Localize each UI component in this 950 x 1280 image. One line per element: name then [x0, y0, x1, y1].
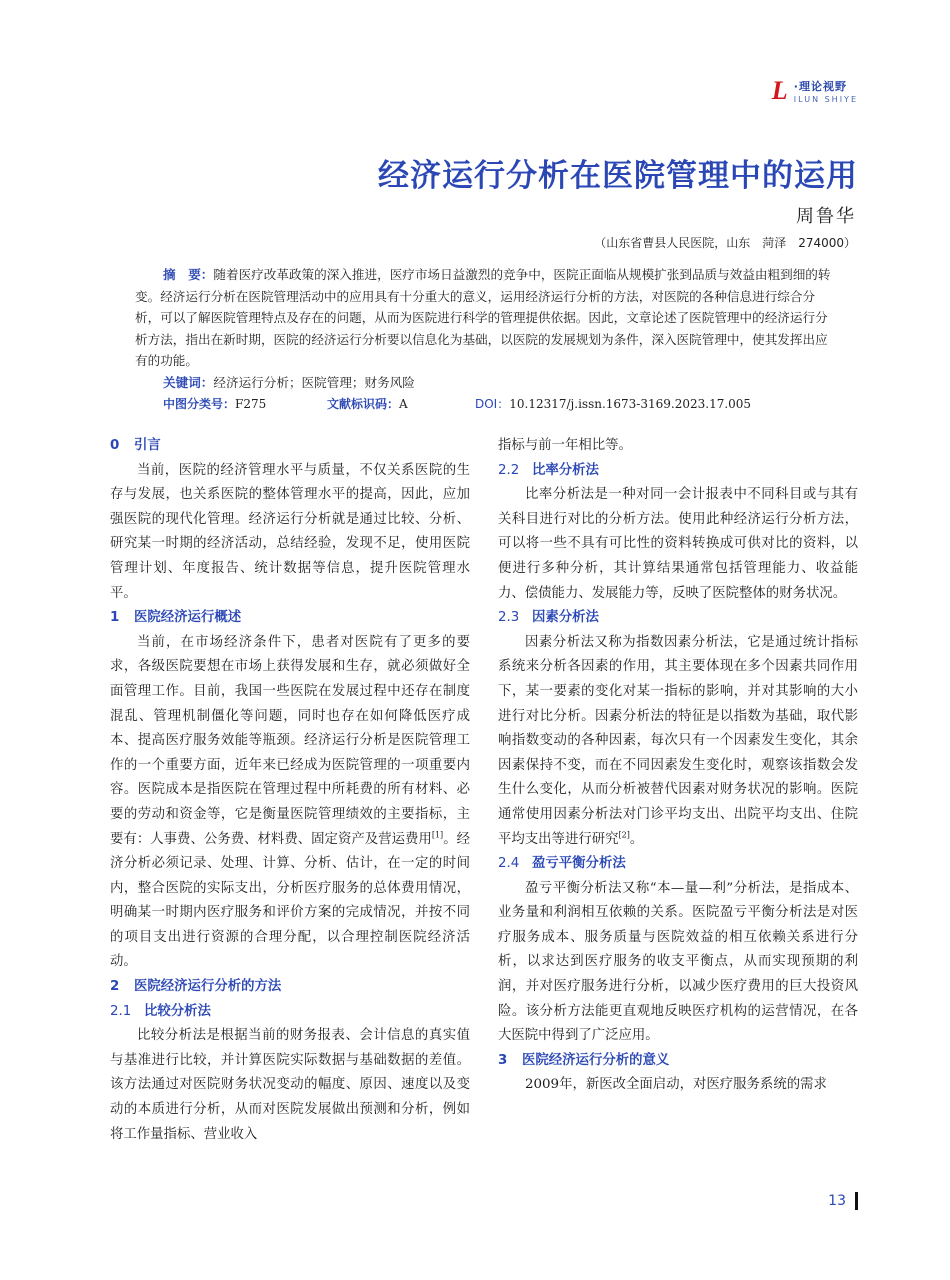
logo-mark-icon: L — [771, 76, 788, 105]
doc-code-value: A — [399, 397, 408, 411]
right-column — [498, 434, 858, 1098]
section-title: 医院经济运行概述 — [134, 610, 242, 626]
subsection-title: 因素分析法 — [532, 610, 599, 626]
section-title: 引言 — [134, 438, 161, 453]
section-number: 2 — [110, 979, 120, 995]
citation-ref: [1] — [431, 830, 444, 840]
section-heading — [110, 606, 470, 631]
paragraph — [110, 631, 470, 975]
clc-label: 中图分类号： — [163, 397, 236, 411]
subsection-heading — [110, 1000, 470, 1025]
subsection-heading — [498, 852, 858, 877]
doi-value: 10.12317/j.issn.1673-3169.2023.17.005 — [509, 397, 752, 411]
page-number-bar — [855, 1192, 858, 1210]
paragraph-text: 。 — [629, 831, 644, 847]
section-number: 1 — [110, 610, 120, 626]
section-heading — [498, 1049, 858, 1074]
journal-section-logo — [771, 76, 858, 105]
subsection-number: 2.3 — [498, 610, 520, 626]
section-name: ·理论视野 — [793, 80, 847, 93]
abstract-block — [135, 264, 835, 415]
abstract-paragraph — [135, 264, 835, 372]
paragraph-text: 因素分析法又称为指数因素分析法，它是通过统计指标系统来分析各因素的作用，其主要体现在多个因素共同作用下，某一要素的变化对某一指标的影响，并对其影响的大小进行对比分析。因素分析法的特征是以指数为基础，取代影响指数变动的各种因素，每次只有一个因素发生变化，其余因素保持不变，而在不同因素发生变化时，观察该指数会发生什么变化，从而分析被替代因素对财务状况的影响。医院通常使用因素分析法对门诊平均支出、出院平均支出、住院平均支出等进行研究 — [498, 634, 858, 847]
section-title: 医院经济运行分析的意义 — [522, 1052, 670, 1068]
paragraph: 比率分析法是一种对同一会计报表中不同科目或与其有关科目进行对比的分析方法。使用此种经济运行分析方法，可以将一些不具有可比性的资料转换成可供对比的资料，以便进行多种分析，其计算结果通常包括管理能力、收益能力、偿债能力、发展能力等，反映了医院整体的财务状况。 — [498, 487, 858, 601]
left-column — [110, 434, 470, 1147]
author-name: 周鲁华 — [796, 206, 856, 227]
keywords-line — [135, 372, 835, 394]
paragraph: 盈亏平衡分析法又称“本—量—利”分析法，是指成本、业务量和利润相互依赖的关系。医院盈亏平衡分析法是对医疗服务成本、服务质量与医院效益的相互依赖关系进行分析，以求达到医疗服务的收支平衡点，从而实现预期的利润，并对医疗服务进行分析，以减少医疗费用的巨大投资风险。该分析方法能更直观地反映医疗机构的运营情况，在各大医院中得到了广泛应用。 — [498, 880, 858, 1044]
paragraph-text: 当前，在市场经济条件下，患者对医院有了更多的要求，各级医院要想在市场上获得发展和生存，就必须做好全面管理工作。目前，我国一些医院在发展过程中还存在制度混乱、管理机制僵化等问题，同时也存在如何降低医疗成本、提高医疗服务效能等瓶颈。经济运行分析是医院管理工作的一个重要方面，近年来已经成为医院管理的一项重要内容。医院成本是指医院在管理过程中所耗费的所有材料、必要的劳动和资金等，它是衡量医院管理绩效的主要指标，主要有：人事费、公务费、材料费、固定资产及营运费用 — [110, 634, 470, 847]
author-affiliation: （山东省曹县人民医院，山东 菏泽 274000） — [594, 236, 856, 250]
subsection-heading — [498, 459, 858, 484]
section-heading — [110, 975, 470, 1000]
classification-line — [135, 393, 835, 415]
subsection-number: 2.4 — [498, 856, 520, 872]
clc-value: F275 — [235, 397, 267, 411]
abstract-text: 随着医疗改革政策的深入推进，医疗市场日益激烈的竞争中，医院正面临从规模扩张到品质与效益由粗到细的转变。经济运行分析在医院管理活动中的应用具有十分重大的意义，运用经济运行分析的方法，对医院的各种信息进行综合分析，可以了解医院管理特点及存在的问题，从而为医院进行科学的管理提供依据。因此，文章论述了医院管理中的经济运行分析方法，指出在新时期，医院的经济运行分析要以信息化为基础，以医院的发展规划为条件，深入医院管理中，使其发挥出应有的功能。 — [135, 267, 831, 368]
paragraph: 2009年，新医改全面启动，对医疗服务系统的需求 — [525, 1077, 827, 1093]
paragraph: 比较分析法是根据当前的财务报表、会计信息的真实值与基准进行比较，并计算医院实际数据与基础数据的差值。该方法通过对医院财务状况变动的幅度、原因、速度以及变动的本质进行分析，从而对医院发展做出预测和分析，例如将工作量指标、营业收入 — [110, 1028, 470, 1142]
abstract-label: 摘 要： — [163, 267, 214, 282]
keywords-text: 经济运行分析；医院管理；财务风险 — [213, 374, 415, 390]
section-number: 0 — [110, 438, 120, 453]
keywords-label: 关键词： — [163, 374, 214, 390]
subsection-heading — [498, 606, 858, 631]
paragraph-continuation: 指标与前一年相比等。 — [498, 438, 632, 453]
article-title: 经济运行分析在医院管理中的运用 — [378, 158, 858, 194]
subsection-number: 2.1 — [110, 1003, 132, 1019]
subsection-title: 盈亏平衡分析法 — [532, 856, 626, 872]
subsection-title: 比较分析法 — [144, 1003, 211, 1019]
paragraph-text: 。经济分析必须记录、处理、计算、分析、估计，在一定的时间内，整合医院的实际支出，分析医疗服务的总体费用情况，明确某一时期内医疗服务和评价方案的完成情况，并按不同的项目支出进行资源的合理分配，以合理控制医院经济活动。 — [110, 831, 471, 970]
subsection-title: 比率分析法 — [532, 462, 599, 478]
section-title: 医院经济运行分析的方法 — [134, 979, 282, 995]
doi-label: DOI： — [475, 397, 510, 411]
citation-ref: [2] — [618, 830, 630, 840]
paragraph — [498, 631, 858, 852]
paragraph: 当前，医院的经济管理水平与质量，不仅关系医院的生存与发展，也关系医院的整体管理水平的提高，因此，应加强医院的现代化管理。经济运行分析就是通过比较、分析、研究某一时期的经济活动，总结经验，发现不足，使用医院管理计划、年度报告、统计数据等信息，提升医院管理水平。 — [110, 462, 470, 601]
doc-code-label: 文献标识码： — [327, 397, 400, 411]
subsection-number: 2.2 — [498, 462, 520, 478]
section-heading — [110, 434, 470, 459]
section-name-pinyin: ILUN SHIYE — [793, 95, 858, 104]
page-number: 13 — [828, 1193, 846, 1209]
section-number: 3 — [498, 1052, 508, 1068]
